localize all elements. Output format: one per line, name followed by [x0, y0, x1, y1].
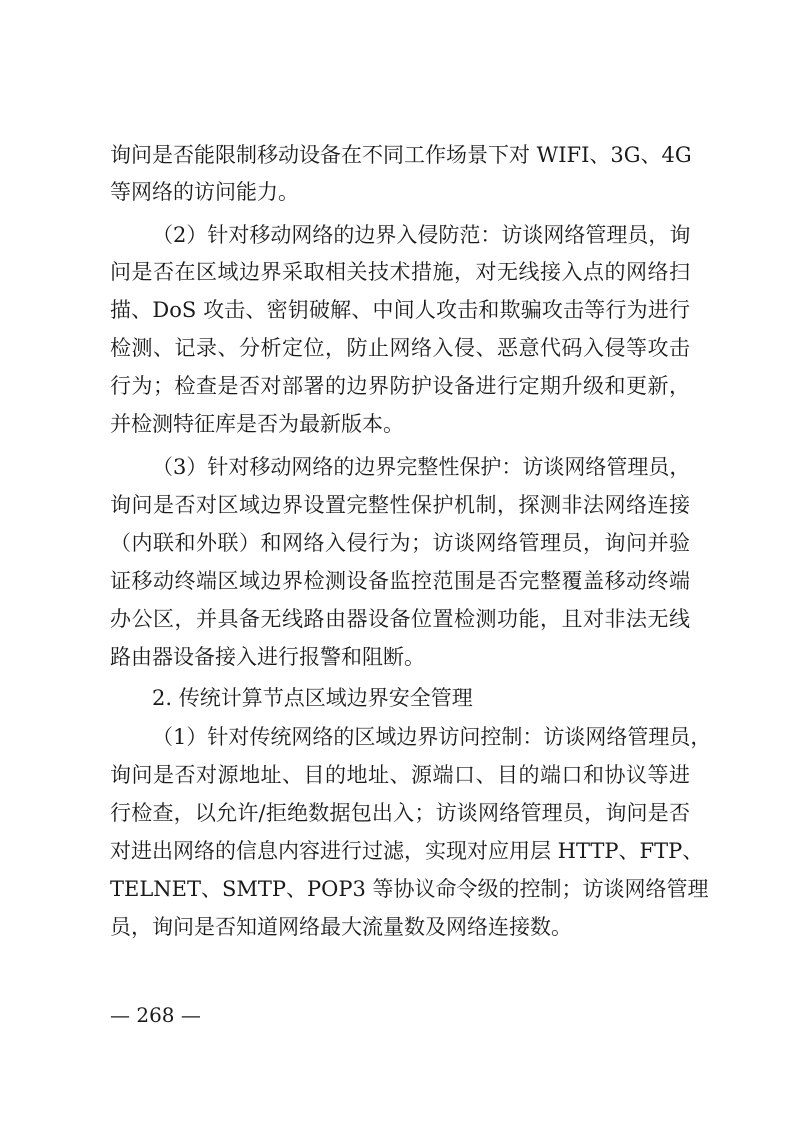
text-line: 路由器设备接入进行报警和阻断。: [110, 645, 425, 669]
text-line: 行为；检查是否对部署的边界防护设备进行定期升级和更新，: [110, 374, 690, 398]
text-line: 员，询问是否知道网络最大流量数及网络连接数。: [110, 915, 572, 939]
page-number: — 268 —: [110, 1003, 201, 1027]
text-line: 检测、记录、分析定位，防止网络入侵、恶意代码入侵等攻击: [110, 336, 690, 360]
paragraph-heading-line: （3）针对移动网络的边界完整性保护：访谈网络管理员，: [152, 455, 691, 479]
text-line: 证移动终端区域边界检测设备监控范围是否完整覆盖移动终端: [110, 569, 690, 593]
text-line: （内联和外联）和网络入侵行为；访谈网络管理员，询问并验: [110, 531, 690, 555]
text-line: 描、DoS 攻击、密钥破解、中间人攻击和欺骗攻击等行为进行: [110, 298, 690, 322]
text-line: 询问是否对源地址、目的地址、源端口、目的端口和协议等进: [110, 763, 690, 787]
text-line: 并检测特征库是否为最新版本。: [110, 412, 404, 436]
text-line: 办公区，并具备无线路由器设备位置检测功能，且对非法无线: [110, 607, 690, 631]
text-line: TELNET、SMTP、POP3 等协议命令级的控制；访谈网络管理: [110, 877, 709, 901]
text-line: 问是否在区域边界采取相关技术措施，对无线接入点的网络扫: [110, 260, 690, 284]
paragraph-heading-line: （2）针对移动网络的边界入侵防范：访谈网络管理员，询: [152, 223, 691, 247]
paragraph-heading-line: （1）针对传统网络的区域边界访问控制：访谈网络管理员，: [152, 725, 712, 749]
text-line: 对进出网络的信息内容进行过滤，实现对应用层 HTTP、FTP、: [110, 839, 704, 863]
text-line: 询问是否对区域边界设置完整性保护机制，探测非法网络连接: [110, 493, 690, 517]
text-line: 等网络的访问能力。: [110, 180, 299, 204]
text-line: 询问是否能限制移动设备在不同工作场景下对 WIFI、3G、4G: [110, 143, 692, 167]
section-heading: 2. 传统计算节点区域边界安全管理: [152, 686, 473, 710]
text-line: 行检查，以允许/拒绝数据包出入；访谈网络管理员，询问是否: [110, 801, 690, 825]
